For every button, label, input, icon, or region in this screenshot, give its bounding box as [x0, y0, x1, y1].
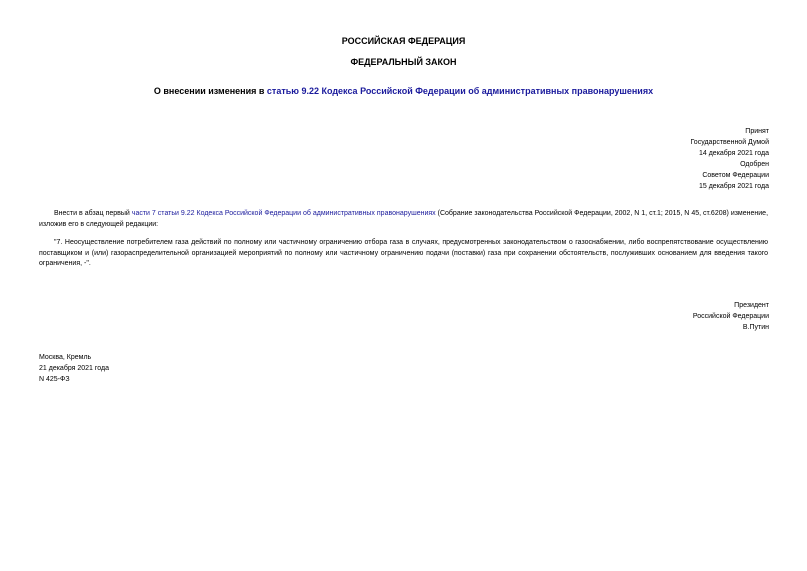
amendment-suffix: (Собрание законодательства Российской Федерации, 2002, N 1, ст.1; 2015, N 45, ст.6208) изменение, изложив его в следующей редакции:	[39, 210, 769, 228]
place-line-2: 21 декабря 2021 года	[39, 365, 110, 372]
article-part-link[interactable]: части 7 статьи 9.22 Кодекса Российской Федерации об административных правонарушениях	[131, 210, 436, 217]
doc-type-heading: ФЕДЕРАЛЬНЫЙ ЗАКОН	[350, 57, 457, 67]
amendment-prefix: Внести в абзац первый	[54, 210, 132, 217]
place-line-1: Москва, Кремль	[39, 354, 92, 361]
amendment-paragraph	[39, 209, 768, 230]
place-date-block	[39, 352, 109, 385]
adoption-line-6: 15 декабря 2021 года	[698, 183, 769, 190]
adoption-line-3: 14 декабря 2021 года	[698, 150, 769, 157]
adoption-line-1: Принят	[745, 128, 769, 135]
adoption-line-4: Одобрен	[740, 161, 769, 168]
signature-line-3: В.Путин	[742, 324, 769, 331]
new-text-paragraph: "7. Неосуществление потребителем газа действий по полному или частичному ограничению отбора газа в случаях, предусмотренных законодательством о газоснабжении, либо воспрепятствование осуществлению поставщиком и (или) газораспределительной организацией мероприятий по полному или частичному ограничению подачи (поставки) газа при сохранении обстоятельств, послуживших основанием для введения такого ограничения, -".	[39, 239, 768, 267]
adoption-line-5: Советом Федерации	[702, 172, 769, 179]
adoption-line-2: Государственной Думой	[690, 139, 769, 146]
document-title	[0, 86, 807, 96]
adoption-block	[690, 126, 769, 192]
signature-line-2: Российской Федерации	[692, 313, 769, 320]
country-heading: РОССИЙСКАЯ ФЕДЕРАЦИЯ	[341, 36, 466, 46]
signature-block	[693, 300, 769, 333]
place-line-3: N 425-ФЗ	[39, 376, 70, 383]
signature-line-1: Президент	[734, 302, 769, 309]
title-prefix: О внесении изменения в	[153, 86, 267, 96]
title-law-link[interactable]: статью 9.22 Кодекса Российской Федерации об административных правонарушениях	[266, 86, 654, 96]
